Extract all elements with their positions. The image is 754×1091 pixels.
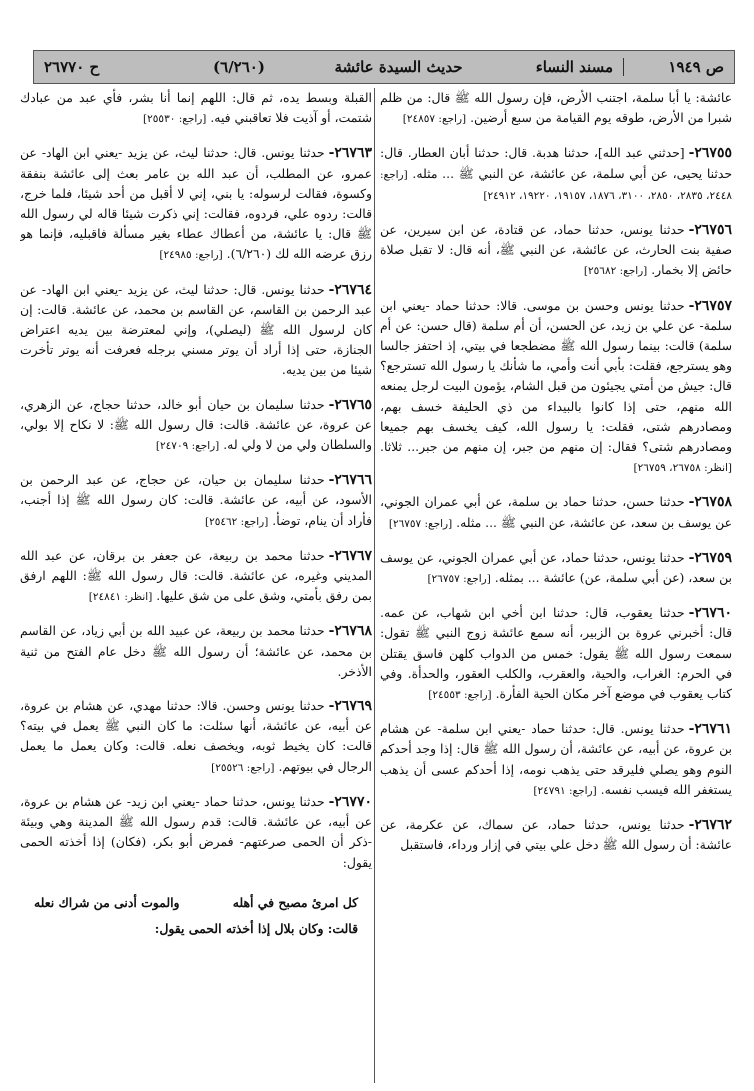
cross-reference: [راجع: ٢٦٧٥٧] — [427, 573, 491, 586]
hadith-entry — [20, 792, 372, 873]
cross-reference: [راجع: ٢٤٤٨، ٢٨٣٥، ٢٨٥٠، ٣١٠٠، ١٨٧٦، ١٩١٥٧، ١٩٢٢٠، ٢٤٩١٢] — [380, 168, 732, 202]
hadith-text: القبلة وبسط يده، ثم قال: اللهم إنما أنا بشر، فأي عبد من عبادك شتمت، أو آذيت فلا تعاقبني فيه. — [20, 90, 372, 126]
hadith-number: ٢٦٧٧٠- — [328, 793, 372, 810]
column-divider — [374, 88, 375, 1083]
hadith-entry — [380, 603, 732, 705]
cross-reference: [راجع: ٢٦٧٥٧] — [388, 517, 453, 530]
hadith-text: حدثنا يونس، حدثنا حماد، عن سماك، عن عكرمة، عن عائشة: أن رسول الله ﷺ دخل علي بيتي في إزار ورداء، فاستقبل — [380, 817, 732, 853]
hadith-number: ٢٦٧٥٧- — [688, 297, 732, 314]
hadith-text: حدثنا يونس. قال: حدثنا ليث، عن يزيد -يعني ابن الهاد- عن عمرو، عن المطلب، أن عبد الله بن عامر بعث إلى عائشة بنفقة وكسوة، فقالت لرسوله: يا بني، إني لا أقبل من أحد شيئا، فلما خرج، قالت: ردوه علي، فردوه، فقالت: إني ذكرت شيئا قاله لي رسول الله ﷺ قال: يا عائشة، من أعطاك عطاء بغير مسألة فاقبليه، فإنما هو رزق عرضه الله لك (٦/٢٦٠). — [20, 145, 372, 262]
cross-reference: [راجع: ٢٥٥٢٦] — [211, 761, 275, 774]
page-number: ص ١٩٤٩ — [623, 58, 734, 76]
hadith-text: حدثنا يونس، حدثنا حماد، عن أبي عمران الجوني، عن يوسف بن سعد، (عن أبي سلمة، عن) عائشة ... بمثله. — [380, 549, 732, 586]
hadith-entry — [380, 548, 732, 589]
hadith-entry — [20, 621, 372, 682]
hadith-text: [حدثني عبد الله]، حدثنا هدبة. قال: حدثنا أبان العطار. قال: حدثنا يحيى، عن أبي سلمة، عن عائشة، عن النبي ﷺ ... مثله. — [380, 145, 732, 181]
hadith-text: حدثنا يونس. قال: حدثنا حماد -يعني ابن سلمة- عن هشام بن عروة، عن أبيه، عن عائشة، أن رسول الله ﷺ قال: إذا وجد أحدكم النوم وهو يصلي فليرقد حتى يذهب نومه، إذا أحدكم عسى أن يذهب يستغفر الله فيسب نفسه. — [380, 721, 732, 797]
hadith-entry — [380, 815, 732, 855]
hadith-number: ٢٦٧٦٠- — [688, 605, 732, 622]
hadith-entry — [20, 88, 372, 129]
cross-reference: [راجع: ٢٥٦٨٢] — [583, 265, 648, 278]
cross-reference: [انظر: ٢٦٧٥٨، ٢٦٧٥٩] — [633, 462, 732, 475]
cross-reference: [راجع: ٢٤٧٩١] — [533, 784, 597, 797]
volume-range: (٦/٢٦٠) — [213, 58, 265, 76]
poem-hemistich-1: كل امرئ مصبح في أهله — [232, 894, 358, 910]
hadith-number: ٢٦٧٦٣- — [328, 145, 372, 162]
cross-reference: [راجع: ٢٥٤٦٢] — [204, 515, 269, 528]
cross-reference: [راجع: ٢٥٥٣٠] — [143, 113, 207, 126]
page-header — [33, 50, 735, 84]
hadith-entry — [380, 719, 732, 801]
hadith-number: ٢٦٧٦٩- — [328, 698, 372, 715]
hadith-number: ٢٦٧٦٥- — [328, 396, 372, 413]
hadith-entry — [20, 546, 372, 608]
hadith-entry — [20, 470, 372, 532]
hadith-text: حدثنا محمد بن ربيعة، عن جعفر بن برقان، عن عبد الله المديني وغيره، عن عائشة. قالت: قال رسول الله ﷺ: اللهم ارفق بمن رفق بأمتي، وشق على من شق عليها. — [20, 547, 372, 604]
cross-reference: [راجع: ٢٤٨٥٧] — [402, 113, 467, 126]
hadith-text: حدثنا محمد بن ربيعة، عن عبيد الله بن أبي زياد، عن القاسم بن محمد، عن عائشة؛ أن رسول الله ﷺ دخل عام الفتح من ثنية الأذخر. — [20, 623, 372, 679]
cross-reference: [راجع: ٢٤٥٥٣] — [428, 689, 492, 702]
hadith-entry — [20, 143, 372, 265]
hadith-text: حدثنا يونس، حدثنا حماد -يعني ابن زيد- عن هشام بن عروة، عن أبيه، عن عائشة. قالت: قدم رسول الله ﷺ المدينة وهي وبيئة -ذكر أن الحمى صرعتهم- فمرض أبو بكر، (فكان) إذا أخذته الحمى يقول: — [20, 793, 372, 870]
hadith-text: حدثنا يونس وحسن. قالا: حدثنا مهدي، عن هشام بن عروة، عن أبيه، عن عائشة، أنها سئلت: ما كان النبي ﷺ يعمل في بيته؟ قالت: كان يخيط ثوبه، ويخصف نعله. قالت: وكان يعمل ما يعمل الرجال في بيوتهم. — [20, 698, 372, 774]
hadith-number: ٢٦٧٦١- — [688, 721, 732, 738]
hadith-entry — [20, 280, 372, 381]
cross-reference: [انظر: ٢٤٨٤١] — [88, 591, 153, 604]
hadith-entry — [380, 296, 732, 479]
hadith-number: ٢٦٧٦٢- — [688, 817, 732, 834]
hadith-entry — [380, 88, 732, 129]
hadith-number: ٢٦٧٥٩- — [688, 549, 732, 566]
hadith-number: ٢٦٧٦٦- — [328, 472, 372, 489]
hadith-entry — [380, 492, 732, 533]
hadith-number: ٢٦٧٦٧- — [328, 547, 372, 564]
hadith-text: حدثنا يونس. قال: حدثنا ليث، عن يزيد -يعني ابن الهاد- عن عبد الرحمن بن القاسم، عن القاسم بن محمد، عن عائشة. قالت: إن كان لرسول الله ﷺ (ليصلي)، وإني لمعترضة بين يديه اعتراض الجنازة، حتى إذا أراد أن يوتر مسني برجله فعرفت أنه يوتر تأخرت شيئا من بين يديه. — [20, 281, 372, 378]
hadith-text: عائشة: يا أبا سلمة، اجتنب الأرض، فإن رسول الله ﷺ قال: من ظلم شبرا من الأرض، طوقه يوم القيامة من سبع أرضين. — [380, 90, 732, 126]
hadith-text: حدثنا يعقوب، قال: حدثنا ابن أخي ابن شهاب، عن عمه. قال: أخبرني عروة بن الزبير، أنه سمع عائشة زوج النبي ﷺ تقول: سمعت رسول الله ﷺ يقول: خمس من الدواب كلهن فاسق يقتلن في الحرم: الغراب، والحية، والعقرب، والكلب العقور، والحدأة. وفي كتاب يعقوب في موضع آخر مكان الحية الفأرة. — [380, 605, 732, 702]
hadith-entry — [380, 143, 732, 206]
poem-verse — [20, 887, 372, 919]
hadith-text: حدثنا سليمان بن حيان أبو خالد، حدثنا حجاج، عن الزهري، عن عروة، عن عائشة. قالت: قال رسول الله ﷺ: لا نكاح إلا بولي، والسلطان ولي من لا ولي له. — [20, 396, 372, 453]
hadith-text: حدثنا يونس وحسن بن موسى. قالا: حدثنا حماد -يعني ابن سلمة- عن علي بن زيد، عن الحسن، أن أم سلمة (قال حسن: عن أم سلمة) قالت: بينما رسول الله ﷺ مضطجعا في بيتي، إذ احتفز جالسا وهو يسترجع، فقلت: بأبي أنت وأمي، ما شأنك يا رسول الله تسترجع؟ قال: جيش من أمتي يجيئون من قبل الشام، يؤمون البيت لرجل يمنعه الله منهم، حتى إذا كانوا بالبيداء من ذي الحليفة خسف بهم، ومصادرهم شتى، فقلت: يا رسول الله، كيف يخسف بهم جميعا ومصادرهم شتى؟ فقال: إن منهم من جبر، إن منهم من جبر... ثلاثا. — [380, 297, 732, 455]
hadith-text: حدثنا سليمان بن حيان، عن حجاج، عن عبد الرحمن بن الأسود، عن أبيه، عن عائشة. قالت: كان رسول الله ﷺ إذا أجنب، فأراد أن ينام، توضأ. — [20, 472, 372, 528]
hadith-text: حدثنا يونس، حدثنا حماد، عن قتادة، عن ابن سيرين، عن صفية بنت الحارث، عن عائشة، عن النبي ﷺ، أنه قال: لا تقبل صلاة حائض إلا بخمار. — [380, 222, 732, 278]
hadith-number: ٢٦٧٦٨- — [328, 623, 372, 640]
cross-reference: [راجع: ٢٤٧٠٩] — [155, 440, 220, 453]
cross-reference: [راجع: ٢٤٩٨٥] — [159, 249, 223, 262]
hadith-entry — [20, 395, 372, 457]
hadith-number: ٢٦٧٦٤- — [328, 281, 372, 298]
poem-tail: قالت: وكان بلال إذا أخذته الحمى يقول: — [154, 920, 358, 936]
hadith-number: ٢٦٧٥٥- — [688, 145, 732, 162]
hadith-entry — [380, 220, 732, 282]
left-column — [20, 88, 372, 1088]
hadith-number: ٢٦٧٥٦- — [688, 222, 732, 239]
hadith-number-header: ح ٢٦٧٧٠ — [44, 58, 100, 76]
hadith-text: حدثنا حسن، حدثنا حماد بن سلمة، عن أبي عمران الجوني، عن يوسف بن سعد، عن عائشة، عن النبي ﷺ ... مثله. — [380, 494, 732, 530]
hadith-title: حديث السيدة عائشة — [334, 58, 463, 76]
right-column — [380, 88, 732, 1088]
poem-hemistich-2: والموت أدنى من شراك نعله — [34, 894, 180, 910]
hadith-number: ٢٦٧٥٨- — [688, 494, 732, 511]
hadith-entry — [20, 696, 372, 778]
musnad-title: مسند النساء — [535, 58, 613, 76]
